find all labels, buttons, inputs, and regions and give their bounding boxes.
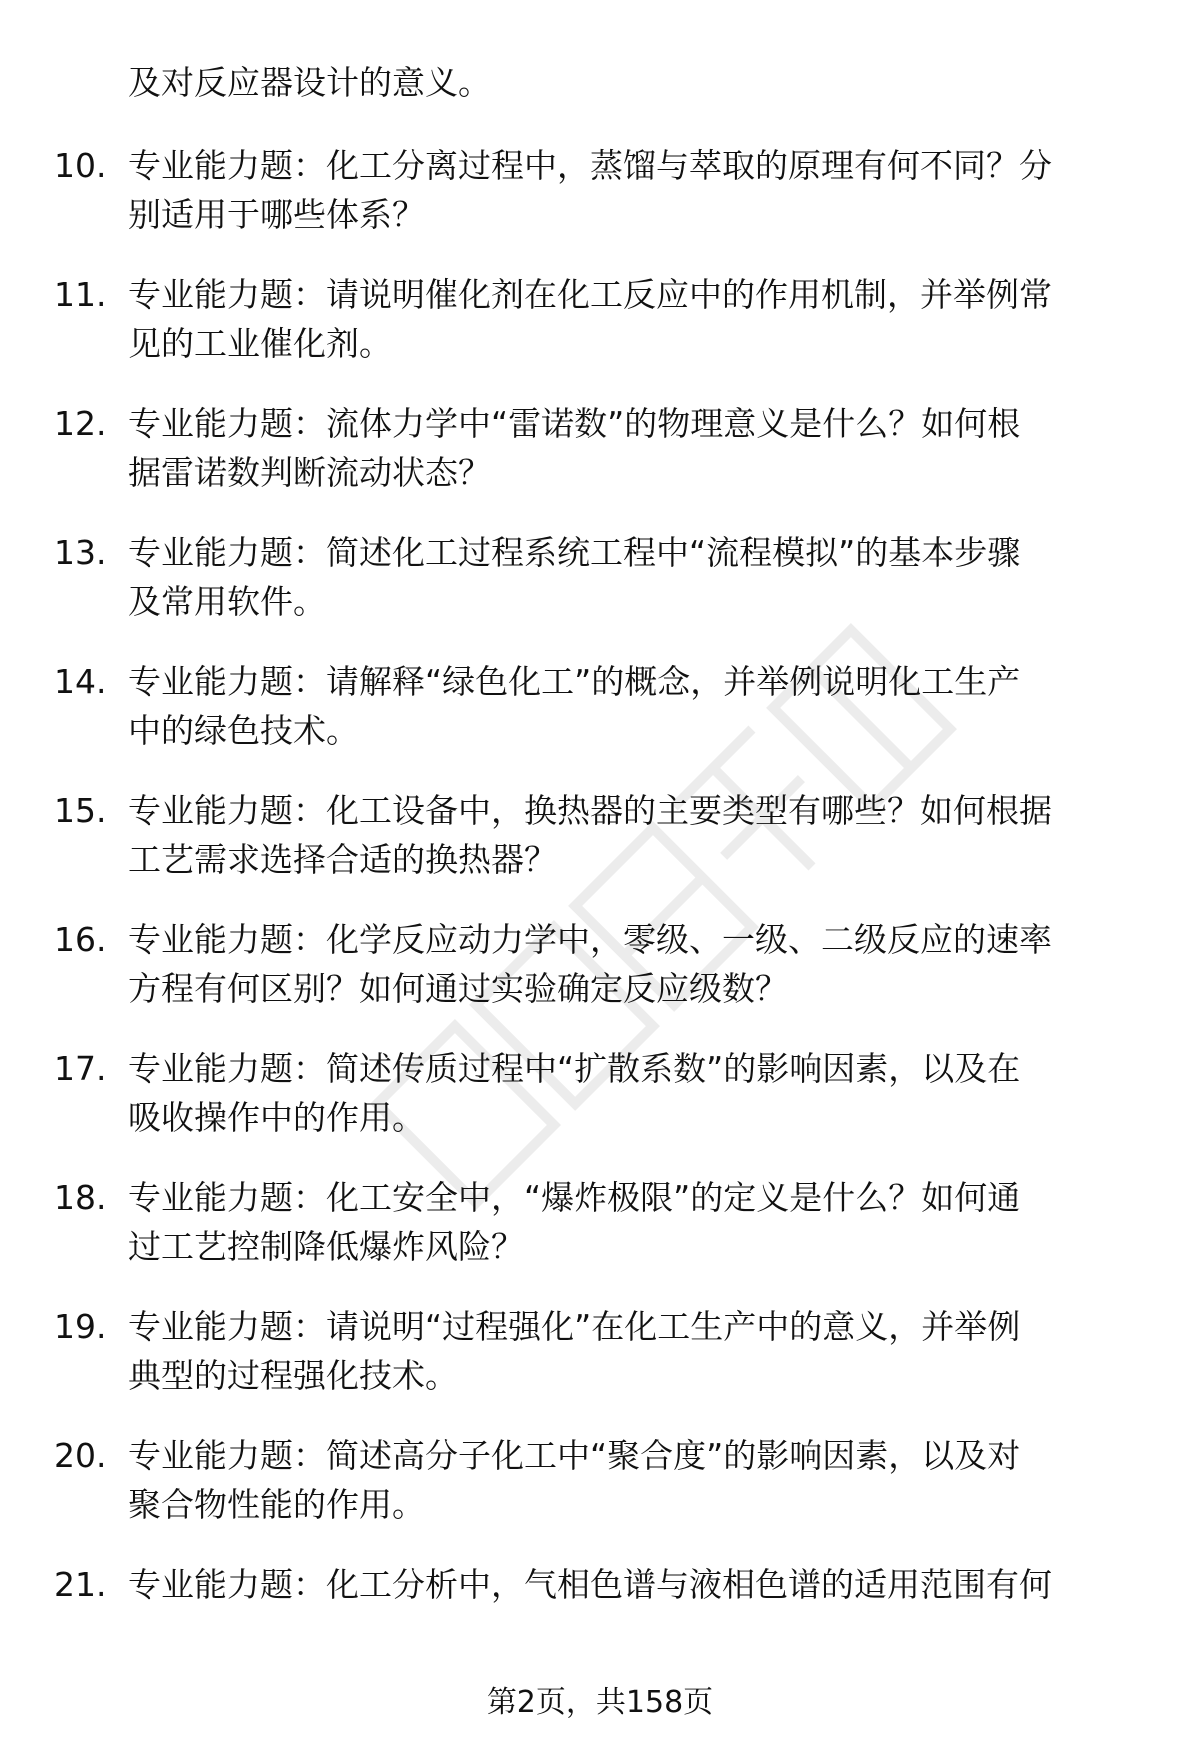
question-text-line-2: 据雷诺数判断流动状态？: [128, 453, 491, 492]
question-text-line-2: 中的绿色技术。: [128, 711, 359, 750]
question-text-line-2: 及常用软件。: [128, 582, 326, 621]
question-list: [0, 141, 1200, 1689]
question-text-line-1: 专业能力题：化工安全中，“爆炸极限”的定义是什么？如何通: [128, 1178, 1021, 1217]
page-footer: 第2页，共158页: [486, 1685, 714, 1720]
question-text-line-1: 专业能力题：流体力学中“雷诺数”的物理意义是什么？如何根: [128, 404, 1021, 443]
question-number: 13.: [54, 533, 107, 572]
question-text-line-2: 见的工业催化剂。: [128, 324, 392, 363]
question-text-line-1: 专业能力题：请说明“过程强化”在化工生产中的意义，并举例: [128, 1307, 1021, 1346]
question-text-line-2: 过工艺控制降低爆炸风险？: [128, 1227, 524, 1266]
question-number: 11.: [54, 275, 107, 314]
question-text-line-1: 专业能力题：简述化工过程系统工程中“流程模拟”的基本步骤: [128, 533, 1021, 572]
list-item: [0, 1044, 1200, 1142]
list-item: [0, 1560, 1200, 1658]
question-text-line-2: 聚合物性能的作用。: [128, 1485, 425, 1524]
question-number: 16.: [54, 920, 107, 959]
question-text-line-1: 专业能力题：化学反应动力学中，零级、一级、二级反应的速率: [128, 920, 1052, 959]
list-item: [0, 141, 1200, 239]
list-item: [0, 270, 1200, 368]
question-text-line-2: 工艺需求选择合适的换热器？: [128, 840, 557, 879]
question-text-line-1: 专业能力题：请解释“绿色化工”的概念，并举例说明化工生产: [128, 662, 1021, 701]
question-number: 20.: [54, 1436, 107, 1475]
question-number: 17.: [54, 1049, 107, 1088]
list-item: [0, 528, 1200, 626]
question-number: 10.: [54, 146, 107, 185]
question-text-line-2: 方程有何区别？如何通过实验确定反应级数？: [128, 969, 788, 1008]
question-text-line-1: 专业能力题：简述高分子化工中“聚合度”的影响因素，以及对: [128, 1436, 1021, 1475]
question-text-line-1: 专业能力题：化工分离过程中，蒸馏与萃取的原理有何不同？分: [128, 146, 1052, 185]
question-text-line-1: 专业能力题：化工分析中，气相色谱与液相色谱的适用范围有何: [128, 1565, 1052, 1604]
question-number: 14.: [54, 662, 107, 701]
list-item: [0, 1173, 1200, 1271]
question-number: 12.: [54, 404, 107, 443]
list-item: [0, 399, 1200, 497]
question-text-line-2: 吸收操作中的作用。: [128, 1098, 425, 1137]
list-item: [0, 1431, 1200, 1529]
question-number: 15.: [54, 791, 107, 830]
list-item: [0, 786, 1200, 884]
question-text-line-1: 专业能力题：请说明催化剂在化工反应中的作用机制，并举例常: [128, 275, 1052, 314]
question-text-line-1: 专业能力题：化工设备中，换热器的主要类型有哪些？如何根据: [128, 791, 1052, 830]
question-number: 21.: [54, 1565, 107, 1604]
question-number: 18.: [54, 1178, 107, 1217]
list-item: [0, 1302, 1200, 1400]
list-item: [0, 657, 1200, 755]
question-text-line-2: 典型的过程强化技术。: [128, 1356, 458, 1395]
question-number: 19.: [54, 1307, 107, 1346]
question-text-line-1: 专业能力题：简述传质过程中“扩散系数”的影响因素，以及在: [128, 1049, 1021, 1088]
question-text-line-2: 别适用于哪些体系？: [128, 195, 425, 234]
list-item: [0, 915, 1200, 1013]
continuation-line: 及对反应器设计的意义。: [128, 63, 491, 102]
